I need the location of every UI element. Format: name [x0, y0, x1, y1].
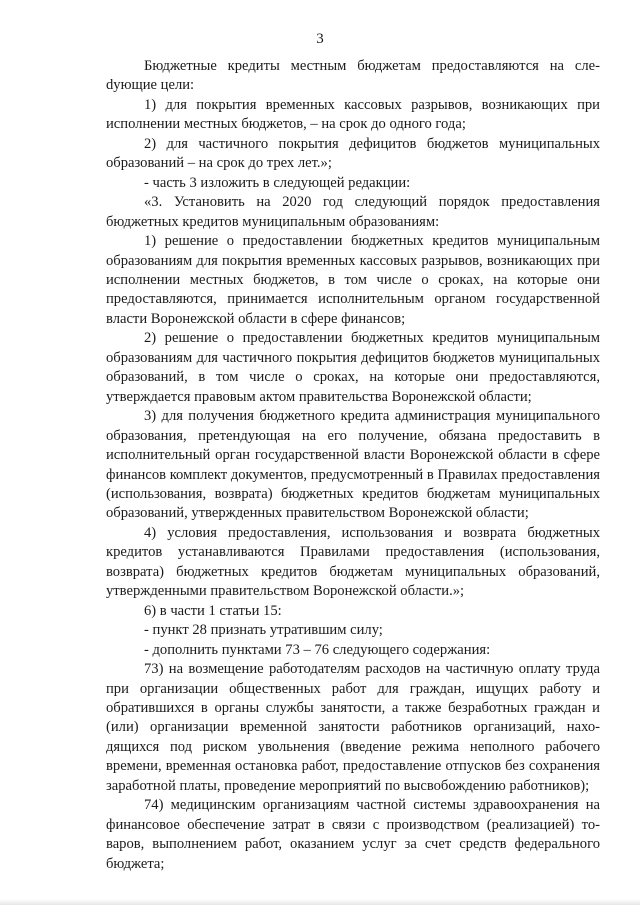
paragraph-article-15-part-1: 6) в части 1 статьи 15:: [144, 602, 282, 619]
document-body: [106, 57, 600, 874]
paragraph-procedure-item-4: 4) условия предоставления, использования и возврата бюджетных кредитов устанавливаются Правилами предоставления (использования, возврата) бюджетных кредитов бюджетам муниципальных образований, утвержденными правительством Воронежской области.»;: [106, 524, 600, 600]
paragraph-item-2-deficits: 2) для частичного покрытия дефицитов бюджетов муниципальных образований – на срок до трех лет.»;: [106, 135, 600, 172]
page-number: 3: [316, 31, 324, 47]
paragraph-item-1-cash-gaps: 1) для покрытия временных кассовых разрывов, возникающих при исполнении местных бюджетов, – на срок до одного года;: [106, 96, 600, 133]
paragraph-procedure-item-2: 2) решение о предоставлении бюджетных кредитов муниципальным образованиям для частичного покрытия дефицитов бюджетов муниципальных образований, в том числе о сроках, на которые они предоставляются, утверждается правовым актом правительства Воронежской области;: [106, 330, 600, 405]
paragraph-procedure-item-3: 3) для получения бюджетного кредита администрация муниципального образования, претендующая на его получение, обязана предоставить в исполнительный орган государственной власти Воронежской области в сфере финансов комплект документов, предусмотренный в Правилах предоставления (использования, возврата) бюджетных кредитов бюджетам муниципальных образований, утвержденных правительством Воронежской области;: [106, 408, 600, 522]
paragraph-add-clauses-73-76: - дополнить пунктами 73 – 76 следующего содержания:: [144, 641, 491, 658]
paragraph-section-3-procedure: «3. Установить на 2020 год следующий порядок предоставления бюджетных кредитов муниципальным образованиям:: [106, 194, 600, 230]
paragraph-budget-credit-purposes: Бюджетные кредиты местным бюджетам предоставляются на слеdующие цели:: [106, 58, 600, 94]
paragraph-procedure-item-1: 1) решение о предоставлении бюджетных кредитов муниципальным образованиям для покрытия временных кассовых разрывов, возникающих при исполнении местных бюджетов, в том числе о сроках, на которые они предоставляются, принимается исполнительным органом государственной власти Воронежской области в сфере финансов;: [106, 233, 600, 327]
paragraph-clause-74: 74) медицинским организациям частной системы здравоохранения на финансовое обеспечение затрат в связи с производством (реализацией) товаров, выполнением работ, оказанием услуг за счет средств федерального бюджета;: [106, 797, 600, 872]
paragraph-part-3-amendment: - часть 3 изложить в следующей редакции:: [144, 174, 411, 191]
paragraph-clause-73: 73) на возмещение работодателям расходов на частичную оплату труда при организации общественных работ для граждан, ищущих работу и обратившихся в органы службы занятости, а также безработных граждан и (или) организации временной занятости работников организаций, находящихся под риском увольнения (введение режима неполного рабочего времени, временная остановка работ, предоставление отпусков без сохранения заработной платы, проведение мероприятий по высвобождению работников);: [106, 661, 600, 794]
paragraph-clause-28-repeal: - пункт 28 признать утратившим силу;: [144, 622, 383, 639]
scan-bottom-edge: [0, 899, 640, 905]
